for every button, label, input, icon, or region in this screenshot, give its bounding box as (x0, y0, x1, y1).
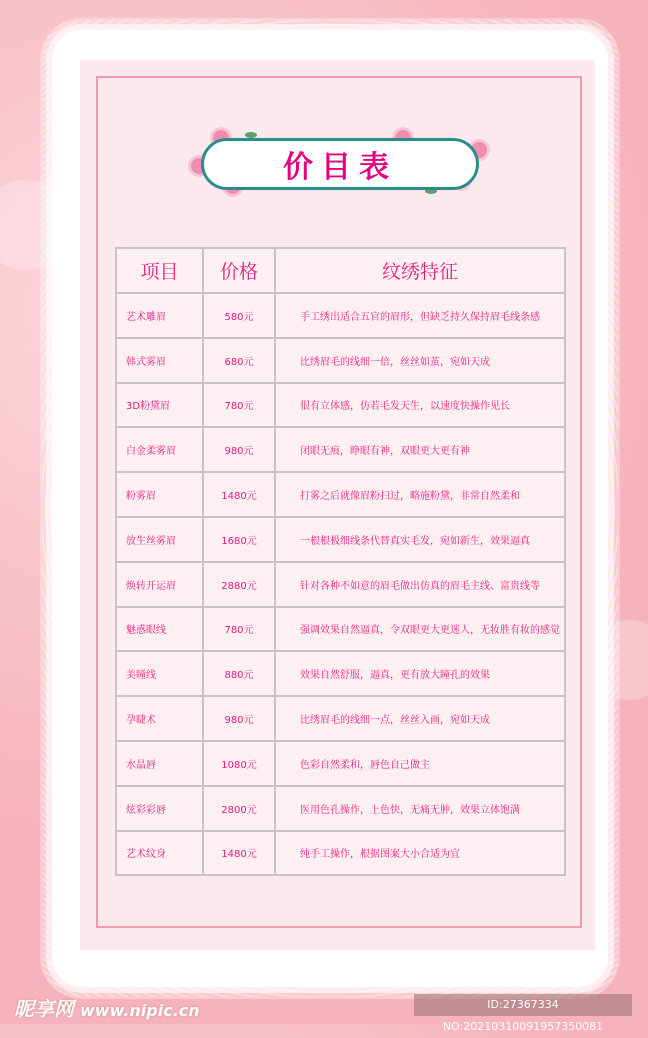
cell-name: 美瞳线 (116, 651, 203, 696)
cell-desc: 闭眼无痕，睁眼有神，双眼更大更有神 (275, 427, 565, 472)
cell-price: 2880元 (203, 562, 275, 607)
cell-desc: 针对各种不如意的眉毛做出仿真的眉毛主线、富贵线等 (275, 562, 565, 607)
cell-desc: 很有立体感，仿若毛发天生，以速度快操作见长 (275, 383, 565, 428)
cell-name: 炫彩彩唇 (116, 786, 203, 831)
cell-desc: 手工绣出适合五官的眉形，但缺乏持久保持眉毛线条感 (275, 293, 565, 338)
cell-desc: 效果自然舒服，逼真，更有放大瞳孔的效果 (275, 651, 565, 696)
column-header-feature: 纹绣特征 (275, 248, 565, 293)
price-table (115, 247, 566, 876)
cell-price: 980元 (203, 427, 275, 472)
table-row (116, 741, 565, 786)
cell-price: 880元 (203, 651, 275, 696)
cell-name: 韩式雾眉 (116, 338, 203, 383)
watermark-url: www.nipic.cn (80, 1001, 200, 1020)
table-row (116, 383, 565, 428)
cell-name: 艺术纹身 (116, 831, 203, 876)
column-header-price: 价格 (203, 248, 275, 293)
cell-name: 白金柔雾眉 (116, 427, 203, 472)
cell-desc: 强调效果自然逼真，令双眼更大更迷人，无妆胜有妆的感觉 (275, 607, 565, 652)
watermark-id: ID:27367334 NO:20210310091957350081 (414, 994, 632, 1016)
watermark-brand: 昵享网 (14, 997, 74, 1021)
cell-name: 水晶唇 (116, 741, 203, 786)
cell-price: 2800元 (203, 786, 275, 831)
cell-price: 1480元 (203, 472, 275, 517)
cell-price: 780元 (203, 607, 275, 652)
table-row (116, 472, 565, 517)
table-row (116, 651, 565, 696)
cell-name: 3D粉黛眉 (116, 383, 203, 428)
cell-name: 放生丝雾眉 (116, 517, 203, 562)
watermark-logo (14, 993, 200, 1022)
cell-name: 艺术雕眉 (116, 293, 203, 338)
cell-price: 1480元 (203, 831, 275, 876)
cell-price: 1080元 (203, 741, 275, 786)
table-row (116, 427, 565, 472)
cell-name: 粉雾眉 (116, 472, 203, 517)
cell-price: 980元 (203, 696, 275, 741)
cell-desc: 打雾之后就像眉粉扫过，略施粉黛，非常自然柔和 (275, 472, 565, 517)
table-row (116, 786, 565, 831)
cell-desc: 一根根极细线条代替真实毛发，宛如新生，效果逼真 (275, 517, 565, 562)
column-header-item: 项目 (116, 248, 203, 293)
table-row (116, 607, 565, 652)
cell-desc: 色彩自然柔和，唇色自己做主 (275, 741, 565, 786)
table-row (116, 338, 565, 383)
cell-name: 孕睫术 (116, 696, 203, 741)
cell-price: 1680元 (203, 517, 275, 562)
cell-name: 魅惑眼线 (116, 607, 203, 652)
cell-desc: 纯手工操作，根据图案大小合适为宜 (275, 831, 565, 876)
title-banner (185, 128, 495, 200)
cell-price: 680元 (203, 338, 275, 383)
cell-desc: 医用色孔操作，上色快，无痛无肿，效果立体饱满 (275, 786, 565, 831)
table-row (116, 562, 565, 607)
page-title: 价目表 (283, 150, 397, 185)
title-plate (201, 138, 479, 190)
cell-desc: 比绣眉毛的线细一倍，丝丝如茧，宛如天成 (275, 338, 565, 383)
cell-price: 580元 (203, 293, 275, 338)
cell-name: 焕转开运眉 (116, 562, 203, 607)
table-row (116, 696, 565, 741)
table-row (116, 831, 565, 876)
table-row (116, 293, 565, 338)
cell-desc: 比绣眉毛的线细一点，丝丝入画，宛如天成 (275, 696, 565, 741)
table-row (116, 517, 565, 562)
table-header (116, 248, 565, 293)
cell-price: 780元 (203, 383, 275, 428)
